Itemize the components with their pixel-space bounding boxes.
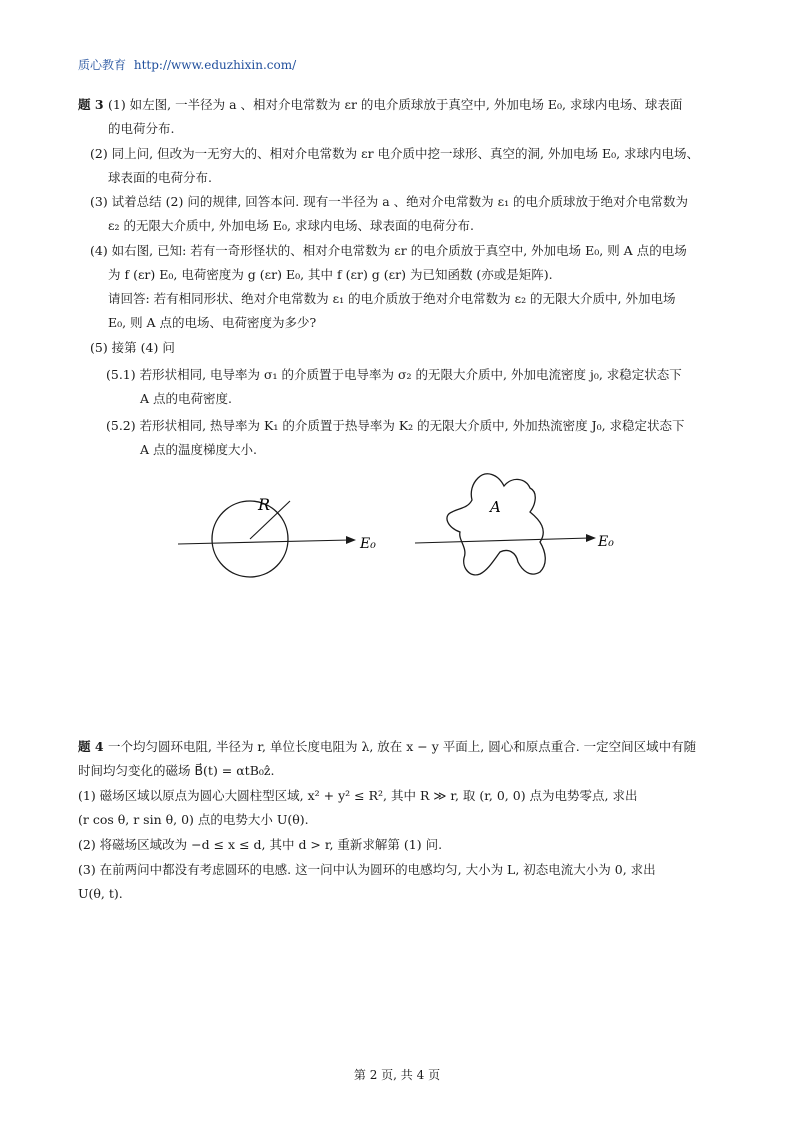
left-figure <box>178 495 376 577</box>
left-field-arrowhead <box>346 536 356 544</box>
brand-name: 质心教育 <box>78 58 127 72</box>
p3-q3-line1: (3) 试着总结 (2) 问的规律, 回答本问. 现有一半径为 a 、绝对介电常数为 ε₁ 的电介质球放于绝对介电常数为 <box>90 194 689 209</box>
left-field-line <box>178 540 350 544</box>
problem-3-title: 题 3 <box>78 97 104 112</box>
right-field-arrowhead <box>586 534 596 542</box>
page-footer: 第 2 页, 共 4 页 <box>353 1068 441 1082</box>
p3-q3-line2: ε₂ 的无限大介质中, 外加电场 E₀, 求球内电场、球表面的电荷分布. <box>108 218 474 233</box>
p4-intro-line1: 一个均匀圆环电阻, 半径为 r, 单位长度电阻为 λ, 放在 x − y 平面上, 圆心和原点重合. 一定空间区域中有随 <box>108 739 697 754</box>
left-field-label: E₀ <box>360 536 376 552</box>
p3-q4-line4: E₀, 则 A 点的电场、电荷密度为多少? <box>108 315 317 330</box>
p3-q52-line1: (5.2) 若形状相同, 热导率为 K₁ 的介质置于热导率为 K₂ 的无限大介质中, 外加热流密度 J₀, 求稳定状态下 <box>106 418 685 433</box>
p3-q4-line3: 请回答: 若有相同形状、绝对介电常数为 ε₁ 的电介质放于绝对介电常数为 ε₂ 的无限大介质中, 外加电场 <box>108 291 676 306</box>
p3-q4-line1: (4) 如右图, 已知: 若有一奇形怪状的、相对介电常数为 εr 的电介质放于真空中, 外加电场 E₀, 则 A 点的电场 <box>90 243 687 258</box>
p3-q2-line1: (2) 同上问, 但改为一无穷大的、相对介电常数为 εr 电介质中挖一球形、真空的洞, 外加电场 E₀, 求球内电场、 <box>90 146 700 161</box>
p3-q2-line2: 球表面的电荷分布. <box>108 170 212 185</box>
p3-q4-line2: 为 f (εr) E₀, 电荷密度为 g (εr) E₀, 其中 f (εr) g (εr) 为已知函数 (亦或是矩阵). <box>108 267 553 282</box>
right-field-label: E₀ <box>598 534 614 550</box>
radius-label: R <box>258 495 271 514</box>
problem-4-title: 题 4 <box>78 739 104 754</box>
p4-q3-line1: (3) 在前两问中都没有考虑圆环的电感. 这一问中认为圆环的电感均匀, 大小为 L, 初态电流大小为 0, 求出 <box>78 862 656 877</box>
p3-q5: (5) 接第 (4) 问 <box>90 340 175 355</box>
p3-q51-line2: A 点的电荷密度. <box>140 391 232 406</box>
header-url[interactable]: http://www.eduzhixin.com/ <box>133 58 297 72</box>
p4-q3-line2: U(θ, t). <box>78 886 123 901</box>
p4-intro-line2: 时间均匀变化的磁场 B⃗(t) = αtB₀ẑ. <box>78 763 275 778</box>
p3-q52-line2: A 点的温度梯度大小. <box>140 442 257 457</box>
irregular-shape <box>447 474 545 575</box>
p4-q1-line2: (r cos θ, r sin θ, 0) 点的电势大小 U(θ). <box>78 812 309 827</box>
p3-q1-line2: 的电荷分布. <box>108 121 175 136</box>
right-field-line <box>415 538 590 543</box>
point-a-label: A <box>490 498 501 516</box>
p3-q1-line1: (1) 如左图, 一半径为 a 、相对介电常数为 εr 的电介质球放于真空中, 外加电场 E₀, 求球内电场、球表面 <box>108 97 683 112</box>
p4-q2: (2) 将磁场区域改为 −d ≤ x ≤ d, 其中 d > r, 重新求解第 (1) 问. <box>78 837 443 852</box>
p4-q1-line1: (1) 磁场区域以原点为圆心大圆柱型区域, x² + y² ≤ R², 其中 R ≫ r, 取 (r, 0, 0) 点为电势零点, 求出 <box>78 788 638 803</box>
right-figure <box>415 474 614 575</box>
p3-q51-line1: (5.1) 若形状相同, 电导率为 σ₁ 的介质置于电导率为 σ₂ 的无限大介质中, 外加电流密度 j₀, 求稳定状态下 <box>106 367 682 382</box>
